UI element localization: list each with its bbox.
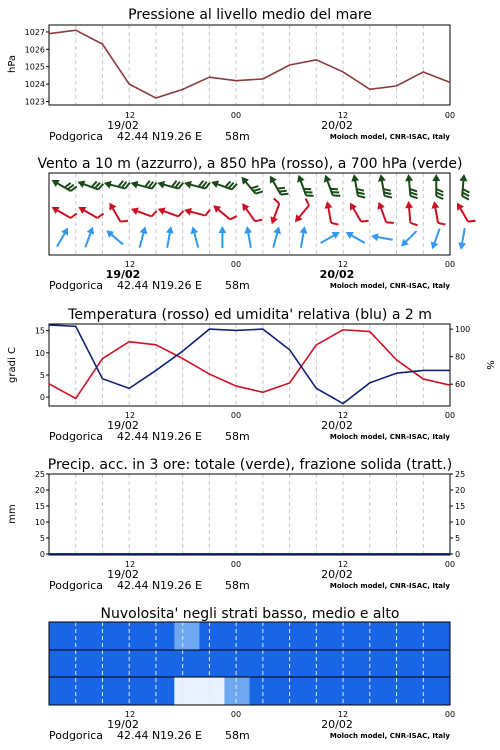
xtick-12: 12	[124, 260, 136, 269]
cloud-cell	[49, 677, 75, 705]
wind-barb	[344, 229, 367, 247]
barb-feather	[306, 193, 314, 198]
barb-feather	[436, 193, 443, 196]
wind-barb	[370, 232, 393, 244]
temperature-yticks	[35, 327, 49, 402]
ytick-label: 20	[34, 486, 45, 495]
ytick-label: 0	[39, 550, 45, 559]
barb-head	[156, 205, 165, 215]
barb-head	[405, 174, 414, 182]
barb-head	[321, 173, 331, 182]
cloud-cell	[124, 650, 150, 677]
barb-head	[405, 201, 414, 209]
barb-head	[295, 173, 305, 182]
pressure-panel	[7, 7, 455, 143]
cloud-cell	[250, 622, 276, 650]
location-label: Podgorica	[49, 279, 104, 292]
ytick-label: 25	[455, 470, 466, 479]
cloud-cell	[425, 650, 451, 677]
location-label: Podgorica	[49, 130, 104, 143]
xtick-00: 00	[444, 710, 456, 719]
temperature-grid	[76, 324, 424, 406]
humidity-line	[49, 325, 450, 404]
cloud-cell	[149, 650, 175, 677]
precipitation-yticks-right	[450, 470, 465, 559]
pressure-title: Pressione al livello medio del mare	[128, 7, 372, 23]
wind-barb	[323, 200, 338, 227]
wind-barb	[265, 198, 284, 225]
barb-head	[266, 174, 276, 184]
wind-barb	[82, 225, 97, 248]
cloud-cell	[199, 622, 225, 650]
cloud-cell	[224, 650, 250, 677]
ytick-label: 15	[34, 502, 45, 511]
wind-barb	[76, 201, 103, 223]
credit-label: Moloch model, CNR-ISAC, Italy	[329, 282, 450, 290]
barb-head	[140, 225, 150, 234]
wind-barb	[266, 172, 288, 199]
ytick-label: 5	[39, 370, 45, 380]
wind-barb	[350, 173, 365, 200]
temperature-frame	[49, 324, 450, 406]
barb-feather	[358, 195, 365, 199]
pressure-line	[49, 30, 450, 98]
cloud-cell	[174, 622, 200, 650]
ytick-label: 60	[455, 380, 466, 390]
ytick-label: 15	[34, 326, 45, 336]
wind-barb	[76, 175, 103, 194]
date-label: 20/02	[321, 419, 353, 432]
wind-barb	[183, 203, 210, 220]
barb-head	[350, 173, 359, 181]
ytick-label: 10	[455, 518, 466, 527]
barb-feather	[333, 193, 341, 198]
barb-head	[428, 241, 438, 250]
wind-barb	[454, 199, 476, 226]
xtick-00: 00	[230, 560, 242, 569]
temperature-line	[49, 330, 450, 399]
lon-label: 19.26 E	[160, 130, 202, 143]
temperature-ylabel: gradi C	[7, 347, 18, 383]
lon-label: 19.26 E	[160, 279, 202, 292]
barb-head	[87, 225, 97, 234]
ytick-label: 100	[455, 325, 471, 335]
cloud-title: Nuvolosita' negli strati basso, medio e alto	[100, 606, 400, 622]
lat-label: 42.44 N	[117, 279, 161, 292]
pressure-yticks	[25, 28, 49, 107]
barb-feather	[120, 218, 128, 224]
cloud-cell	[350, 650, 376, 677]
xtick-12: 12	[337, 560, 349, 569]
cloud-cell	[49, 650, 75, 677]
xtick-00: 00	[444, 260, 456, 269]
barb-head	[106, 201, 116, 211]
cloud-cell	[250, 650, 276, 677]
wind-barb	[218, 226, 226, 248]
wind-barb	[319, 229, 342, 247]
cloud-cell	[325, 677, 351, 705]
wind-barb	[238, 172, 262, 198]
barb-feather	[410, 222, 417, 226]
ytick-label: 20	[455, 486, 466, 495]
lon-label: 19.26 E	[160, 430, 202, 443]
wind-barb	[106, 199, 128, 226]
xtick-00: 00	[444, 411, 456, 420]
cloud-cell	[224, 622, 250, 650]
wind-barb	[295, 172, 314, 199]
barb-feather	[436, 196, 443, 199]
barb-head	[344, 229, 354, 239]
cloud-cell	[400, 622, 426, 650]
cloud-cell	[124, 622, 150, 650]
location-label: Podgorica	[49, 579, 104, 592]
xtick-12: 12	[337, 411, 349, 420]
elevation-label: 58m	[225, 729, 250, 742]
cloud-cell	[400, 677, 426, 705]
cloud-cell	[300, 650, 326, 677]
wind-barb	[458, 174, 471, 200]
date-label: 19/02	[105, 268, 141, 281]
cloud-cell	[124, 677, 150, 705]
cloud-cell	[275, 650, 301, 677]
elevation-label: 58m	[225, 430, 250, 443]
wind-barb	[104, 227, 126, 247]
ytick-label: 25	[34, 470, 45, 479]
cloud-cell	[74, 650, 100, 677]
xtick-12: 12	[337, 260, 349, 269]
wind-barb	[430, 200, 445, 227]
date-label: 19/02	[107, 419, 139, 432]
wind-panel	[37, 156, 475, 292]
barb-head	[50, 204, 60, 214]
cloud-cells	[49, 622, 451, 705]
pressure-frame	[49, 25, 450, 105]
xtick-12: 12	[124, 710, 136, 719]
ytick-label: 1026	[24, 45, 45, 55]
cloud-cell	[300, 622, 326, 650]
wind-barb	[269, 225, 282, 248]
wind-barb	[130, 176, 157, 193]
barb-feather	[255, 217, 262, 223]
temperature-xticks	[125, 411, 455, 420]
cloud-cell	[325, 622, 351, 650]
precipitation-panel	[7, 457, 465, 592]
wind-barb	[405, 173, 418, 199]
cloud-cell	[325, 650, 351, 677]
barb-feather	[436, 189, 443, 192]
barb-head	[166, 225, 175, 233]
cloud-cell	[425, 677, 451, 705]
wind-barb	[239, 199, 262, 226]
cloud-cell	[74, 622, 100, 650]
cloud-cell	[400, 650, 426, 677]
ytick-label: 5	[455, 534, 461, 543]
barb-head	[377, 173, 386, 181]
ytick-label: 1025	[24, 62, 45, 72]
ytick-label: 1024	[24, 80, 45, 90]
wind-barb	[130, 202, 157, 221]
cloud-cell	[49, 622, 75, 650]
cloud-cell	[199, 650, 225, 677]
cloud-panel	[49, 606, 455, 742]
ytick-label: 80	[455, 352, 466, 362]
wind-barb	[243, 225, 255, 248]
barb-feather	[438, 222, 445, 226]
ytick-label: 5	[39, 534, 45, 543]
xtick-12: 12	[337, 710, 349, 719]
date-label: 20/02	[321, 718, 353, 731]
barb-head	[375, 200, 385, 209]
wind-barb	[50, 201, 77, 223]
date-label: 20/02	[319, 268, 355, 281]
barb-head	[370, 232, 378, 241]
location-label: Podgorica	[49, 430, 104, 443]
barb-head	[218, 226, 226, 233]
lon-label: 19.26 E	[160, 729, 202, 742]
cloud-xticks	[125, 710, 455, 719]
barb-head	[300, 225, 309, 233]
wind-barb	[428, 227, 443, 250]
barb-head	[454, 201, 464, 211]
barb-feather	[468, 218, 476, 224]
ytick-label: 10	[34, 348, 45, 358]
lon-label: 19.26 E	[160, 579, 202, 592]
wind-barb	[163, 225, 175, 248]
cloud-cell	[425, 622, 451, 650]
wind-barb	[321, 172, 340, 199]
wind-barb	[211, 200, 237, 224]
cloud-cell	[275, 622, 301, 650]
wind-barb	[189, 225, 202, 248]
barb-head	[189, 225, 199, 234]
credit-label: Moloch model, CNR-ISAC, Italy	[329, 133, 450, 141]
humidity-yticks	[450, 325, 470, 389]
elevation-label: 58m	[225, 279, 250, 292]
cloud-cell	[174, 650, 200, 677]
wind-barb	[457, 227, 469, 250]
barb-head	[61, 226, 71, 236]
wind-barb	[156, 202, 183, 221]
xtick-12: 12	[337, 111, 349, 120]
barb-head	[268, 216, 278, 225]
cloud-cell	[199, 677, 225, 705]
xtick-12: 12	[124, 560, 136, 569]
barb-feather	[386, 220, 394, 225]
xtick-00: 00	[230, 710, 242, 719]
wind-barb	[375, 199, 394, 226]
date-label: 20/02	[321, 568, 353, 581]
wind-barb	[405, 200, 418, 226]
xtick-00: 00	[444, 560, 456, 569]
xtick-00: 00	[230, 411, 242, 420]
cloud-cell	[275, 677, 301, 705]
barb-head	[323, 200, 332, 208]
barb-head	[50, 177, 60, 187]
cloud-cell	[350, 622, 376, 650]
credit-label: Moloch model, CNR-ISAC, Italy	[329, 433, 450, 441]
wind-barb	[377, 173, 392, 200]
lat-label: 42.44 N	[117, 579, 161, 592]
date-label: 20/02	[321, 119, 353, 132]
wind-barb	[432, 174, 443, 199]
barb-head	[347, 201, 357, 211]
barb-head	[432, 174, 440, 181]
ytick-label: 0	[455, 550, 461, 559]
temperature-title: Temperatura (rosso) ed umidita' relativa (blu) a 2 m	[68, 307, 432, 323]
lat-label: 42.44 N	[117, 430, 161, 443]
elevation-label: 58m	[225, 579, 250, 592]
barb-head	[430, 200, 439, 208]
barb-feather	[273, 198, 281, 203]
humidity-ylabel: %	[484, 360, 495, 370]
barb-feather	[361, 218, 369, 224]
wind-barb	[210, 175, 237, 194]
barb-feather	[410, 195, 417, 199]
elevation-label: 58m	[225, 130, 250, 143]
cloud-cell	[149, 677, 175, 705]
pressure-ylabel: hPa	[7, 54, 18, 74]
date-label: 19/02	[107, 568, 139, 581]
ytick-label: 0	[39, 393, 45, 403]
date-label: 19/02	[107, 119, 139, 132]
lat-label: 42.44 N	[117, 729, 161, 742]
wind-barb	[297, 225, 309, 248]
xtick-00: 00	[230, 260, 242, 269]
ytick-label: 15	[455, 502, 466, 511]
xtick-12: 12	[124, 411, 136, 420]
barb-head	[183, 179, 192, 189]
pressure-grid	[76, 25, 424, 105]
wind-barb	[54, 226, 72, 249]
location-label: Podgorica	[49, 729, 104, 742]
barb-head	[130, 179, 139, 189]
barb-head	[76, 178, 85, 188]
wind-barb	[156, 176, 183, 193]
credit-label: Moloch model, CNR-ISAC, Italy	[329, 732, 450, 740]
barb-head	[210, 178, 219, 188]
temperature-panel	[7, 307, 495, 443]
cloud-cell	[74, 677, 100, 705]
precipitation-title: Precip. acc. in 3 ore: totale (verde), frazione solida (tratt.)	[47, 457, 453, 473]
date-label: 19/02	[107, 718, 139, 731]
ytick-label: 1023	[24, 97, 45, 107]
precipitation-frame	[49, 474, 450, 555]
barb-head	[130, 205, 139, 215]
barb-head	[183, 206, 192, 216]
cloud-cell	[174, 677, 200, 705]
cloud-cell	[250, 677, 276, 705]
barb-head	[273, 225, 283, 234]
cloud-cell	[149, 622, 175, 650]
lat-label: 42.44 N	[117, 130, 161, 143]
barb-head	[103, 179, 112, 189]
precipitation-yticks	[35, 470, 49, 559]
barb-head	[457, 242, 466, 250]
credit-label: Moloch model, CNR-ISAC, Italy	[329, 582, 450, 590]
barb-head	[332, 229, 342, 239]
ytick-label: 10	[34, 518, 45, 527]
wind-barb	[290, 199, 314, 225]
barb-head	[459, 174, 468, 182]
pressure-xticks	[125, 111, 455, 120]
wind-barb	[347, 199, 369, 226]
wind-barb	[103, 176, 130, 193]
barb-head	[243, 225, 252, 233]
wind-xticks	[125, 260, 455, 269]
wind-title: Vento a 10 m (azzurro), a 850 hPa (rosso), a 700 hPa (verde)	[37, 156, 463, 172]
barb-head	[76, 204, 86, 214]
cloud-cell	[224, 677, 250, 705]
xtick-00: 00	[444, 111, 456, 120]
cloud-cell	[350, 677, 376, 705]
wind-barb	[136, 225, 149, 248]
barb-feather	[385, 195, 392, 199]
ytick-label: 1027	[24, 27, 45, 37]
wind-barb	[183, 176, 210, 193]
precipitation-grid	[76, 474, 424, 554]
cloud-cell	[300, 677, 326, 705]
xtick-12: 12	[124, 111, 136, 120]
xtick-00: 00	[230, 111, 242, 120]
barb-feather	[304, 199, 311, 206]
wind-barb	[50, 174, 77, 196]
barb-feather	[331, 222, 338, 226]
precipitation-ylabel: mm	[7, 504, 18, 524]
wind-barb	[398, 228, 419, 249]
barb-head	[156, 179, 165, 189]
precipitation-xticks	[125, 560, 455, 569]
